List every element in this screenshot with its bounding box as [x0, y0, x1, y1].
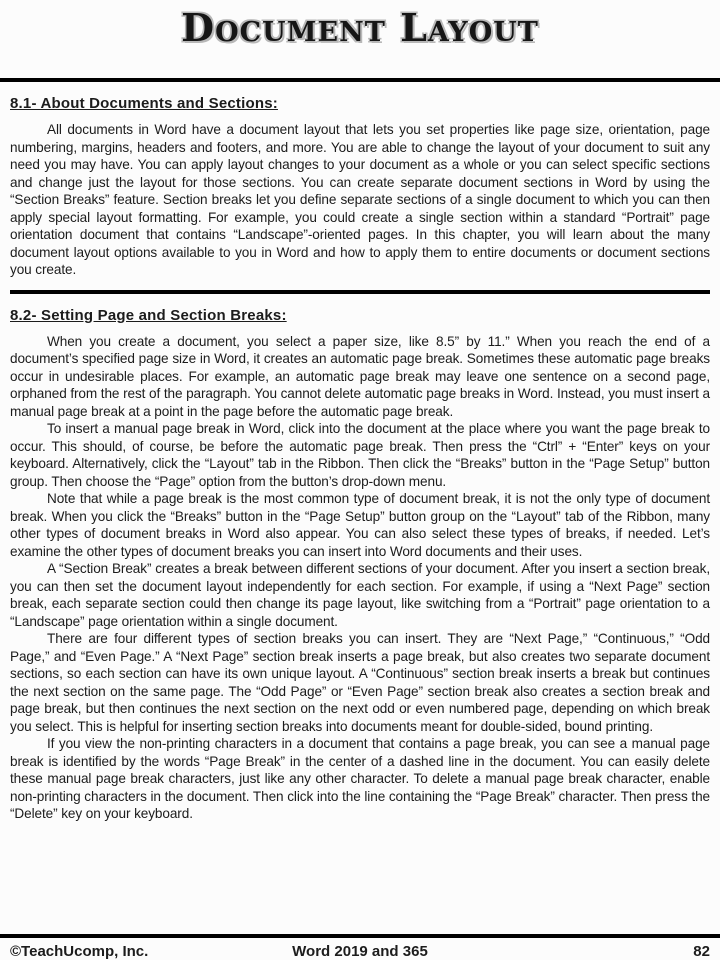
section-heading-8-2: 8.2- Setting Page and Section Breaks: — [10, 306, 287, 324]
section-8-1 — [10, 95, 710, 279]
paragraph: All documents in Word have a document layout that lets you set properties like page size, orientation, page numbering, margins, headers and footers, and more. You are able to change the layout of your document to suit any need you may have. You can apply layout changes to your document as a whole or you can select specific sections and change just the layout for those sections. You can create separate document sections in Word by using the “Section Breaks” feature. Section breaks let you define separate sections of a single document to which you can then apply special layout formatting. For example, you could create a single section within a standard “Portrait” page orientation document that contains “Landscape”-oriented pages. In this chapter, you will learn about the many document layout options available to you in Word and how to apply them to entire documents or document sections you create. — [10, 122, 710, 277]
section-8-2 — [10, 307, 710, 823]
document-footer — [0, 934, 720, 960]
paragraph: When you create a document, you select a paper size, like 8.5” by 11.” When you reach the end of a document’s specified page size in Word, it creates an automatic page break. Sometimes these automatic page breaks occur in undesirable places. For example, an automatic page break may leave one sentence on a second page, orphaned from the rest of the paragraph. You cannot delete automatic page breaks in Word. Instead, you must insert a manual page break at a point in the page before the automatic page break. — [10, 333, 710, 419]
footer-row — [0, 938, 720, 960]
document-body — [0, 82, 720, 934]
footer-edition: Word 2019 and 365 — [292, 943, 428, 960]
section-divider — [10, 290, 710, 294]
paragraph: To insert a manual page break in Word, click into the document at the place where you want the page break to occur. This should, of course, be before the automatic page break. Then press the “Ctrl” + “Enter” keys on your keyboard. Alternatively, click the “Layout” tab in the Ribbon. Then click the “Breaks” button in the “Page Setup” button group. Then choose the “Page” option from the button’s drop-down menu. — [10, 421, 710, 489]
paragraph: Note that while a page break is the most common type of document break, it is not the only type of document break. When you click the “Breaks” button in the “Page Setup” button group on the “Layout” tab of the Ribbon, many other types of document breaks in Word also appear. You can also select these types of breaks, if needed. Let’s examine the other types of document breaks you can insert into Word documents and their uses. — [10, 491, 710, 559]
paragraph: If you view the non-printing characters in a document that contains a page break, you can see a manual page break is identified by the words “Page Break” in the center of a dashed line in the document. You can easily delete these manual page break characters, just like any other character. To delete a manual page break character, enable non-printing characters in the document. Then click into the line containing the “Page Break” character. Then press the “Delete” key on your keyboard. — [10, 736, 710, 821]
paragraph: A “Section Break” creates a break between different sections of your document. After you insert a section break, you can then set the document layout independently for each section. For example, if using a “Next Page” section break, each separate section could then change its page layout, like switching from a “Portrait” page orientation to a “Landscape” page orientation within a single document. — [10, 561, 710, 629]
section-heading-8-1: 8.1- About Documents and Sections: — [10, 95, 278, 112]
footer-page-number: 82 — [693, 943, 710, 960]
footer-copyright: ©TeachUcomp, Inc. — [10, 943, 149, 960]
document-header — [0, 0, 720, 78]
paragraph: There are four different types of section breaks you can insert. They are “Next Page,” “Continuous,” “Odd Page,” and “Even Page.” A “Next Page” section break inserts a page break, but also creates two separate document sections, so each section can have its own unique layout. A “Continuous” section break inserts a break but continues the next section on the same page. The “Odd Page” or “Even Page” section break also creates a section break and page break, but then continues the next section on the next odd or even numbered page, depending on which break you select. This is helpful for inserting section breaks into documents meant for double-sided, bound printing. — [10, 631, 710, 734]
page-title: Document Layout — [181, 5, 539, 50]
